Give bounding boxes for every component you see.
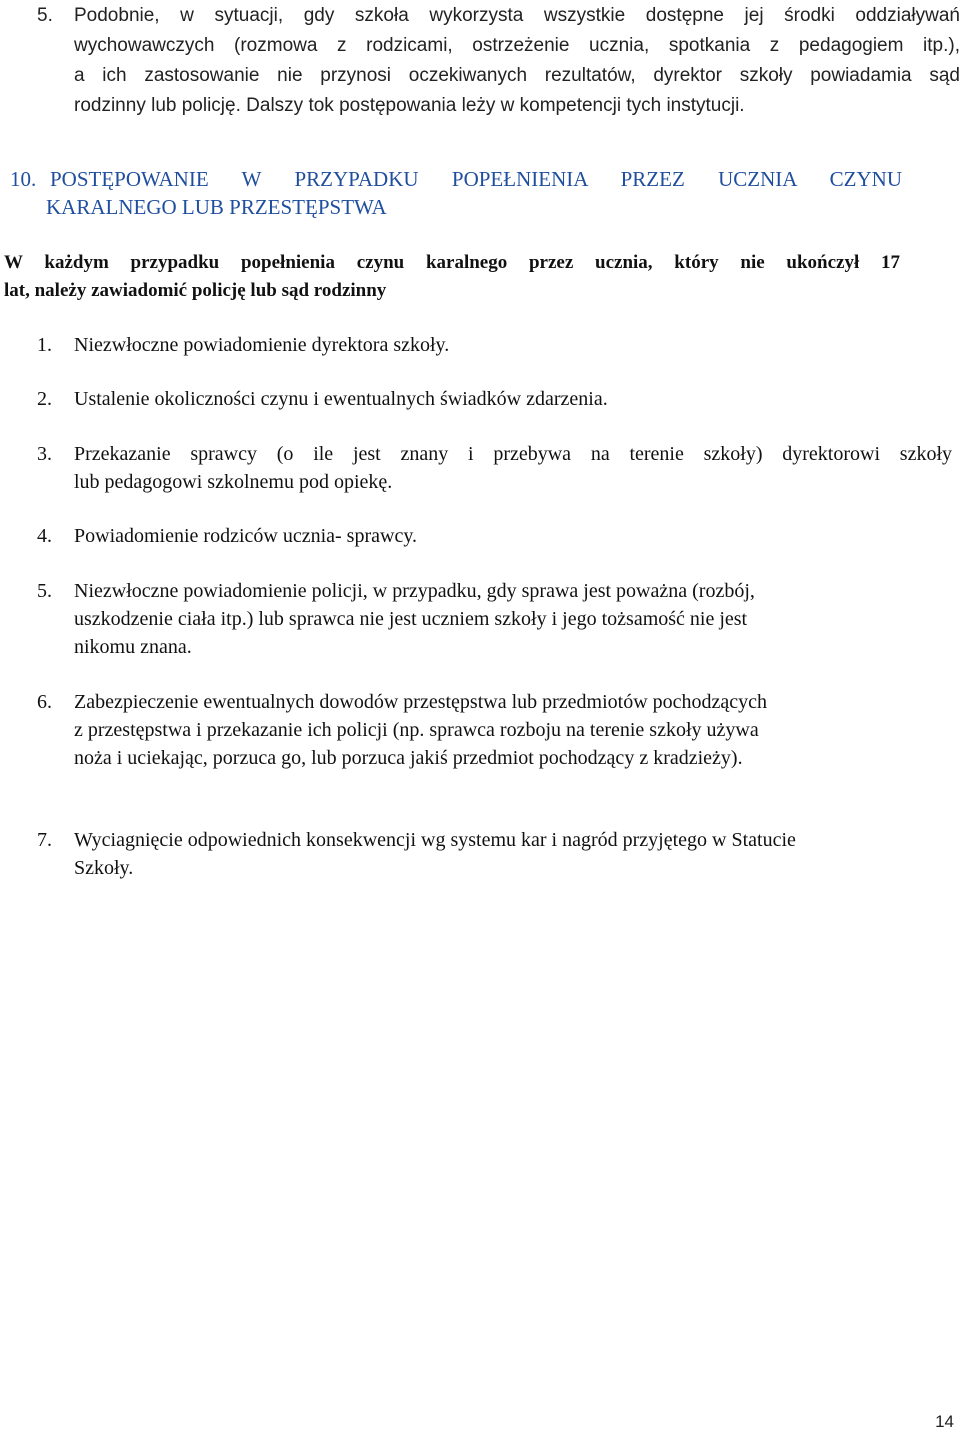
step-text-line: z przestępstwa i przekazanie ich policji (np. sprawca rozboju na terenie szkoły używa bbox=[74, 719, 759, 741]
section-title-line-2: KARALNEGO LUB PRZESTĘPSTWA bbox=[46, 195, 387, 219]
section-number: 10. bbox=[10, 167, 37, 191]
step-number: 4. bbox=[37, 525, 52, 547]
intro-line-1: W każdym przypadku popełnienia czynu karalnego przez ucznia, który nie ukończył 17 bbox=[4, 252, 900, 273]
step-text-line: Powiadomienie rodziców ucznia- sprawcy. bbox=[74, 525, 418, 547]
step-number: 5. bbox=[37, 580, 52, 602]
list-item-text bbox=[74, 1, 960, 121]
step-text-line: nikomu znana. bbox=[74, 636, 192, 658]
step-text-line: Zabezpieczenie ewentualnych dowodów przestępstwa lub przedmiotów pochodzących bbox=[74, 691, 768, 713]
step-text-line: noża i uciekając, porzuca go, lub porzuca jakiś przedmiot pochodzący z kradzieży). bbox=[74, 747, 743, 769]
text-line: Podobnie, w sytuacji, gdy szkoła wykorzysta wszystkie dostępne jej środki oddziaływań bbox=[74, 5, 960, 26]
page-number: 14 bbox=[935, 1412, 954, 1431]
step-number: 7. bbox=[37, 829, 52, 851]
step-text-line: Wyciagnięcie odpowiednich konsekwencji wg systemu kar i nagród przyjętego w Statucie bbox=[74, 829, 796, 851]
step-text-line: Przekazanie sprawcy (o ile jest znany i przebywa na terenie szkoły) dyrektorowi szkoły bbox=[74, 443, 952, 465]
list-item-number: 5. bbox=[37, 5, 53, 26]
step-text-line: uszkodzenie ciała itp.) lub sprawca nie jest uczniem szkoły i jego tożsamość nie jest bbox=[74, 608, 748, 630]
step-number: 2. bbox=[37, 388, 52, 410]
text-line: wychowawczych (rozmowa z rodzicami, ostrzeżenie ucznia, spotkania z pedagogiem itp.), bbox=[74, 35, 960, 56]
section-title-line-1: POSTĘPOWANIE W PRZYPADKU POPEŁNIENIA PRZEZ UCZNIA CZYNU bbox=[50, 167, 902, 191]
step-text-line: Niezwłoczne powiadomienie policji, w przypadku, gdy sprawa jest poważna (rozbój, bbox=[74, 580, 755, 602]
step-text-line: Szkoły. bbox=[74, 857, 134, 879]
text-line: a ich zastosowanie nie przynosi oczekiwanych rezultatów, dyrektor szkoły powiadamia sąd bbox=[74, 65, 960, 86]
intro-line-2: lat, należy zawiadomić policję lub sąd rodzinny bbox=[4, 280, 387, 301]
step-text-line: Niezwłoczne powiadomienie dyrektora szkoły. bbox=[74, 334, 450, 356]
step-number: 3. bbox=[37, 443, 52, 465]
intro-paragraph bbox=[4, 249, 900, 305]
text-line: rodzinny lub policję. Dalszy tok postępowania leży w kompetencji tych instytucji. bbox=[74, 95, 745, 116]
step-text-line: Ustalenie okoliczności czynu i ewentualnych świadków zdarzenia. bbox=[74, 388, 608, 410]
step-number: 1. bbox=[37, 334, 52, 356]
step-text-line: lub pedagogowi szkolnemu pod opiekę. bbox=[74, 471, 393, 493]
step-number: 6. bbox=[37, 691, 52, 713]
